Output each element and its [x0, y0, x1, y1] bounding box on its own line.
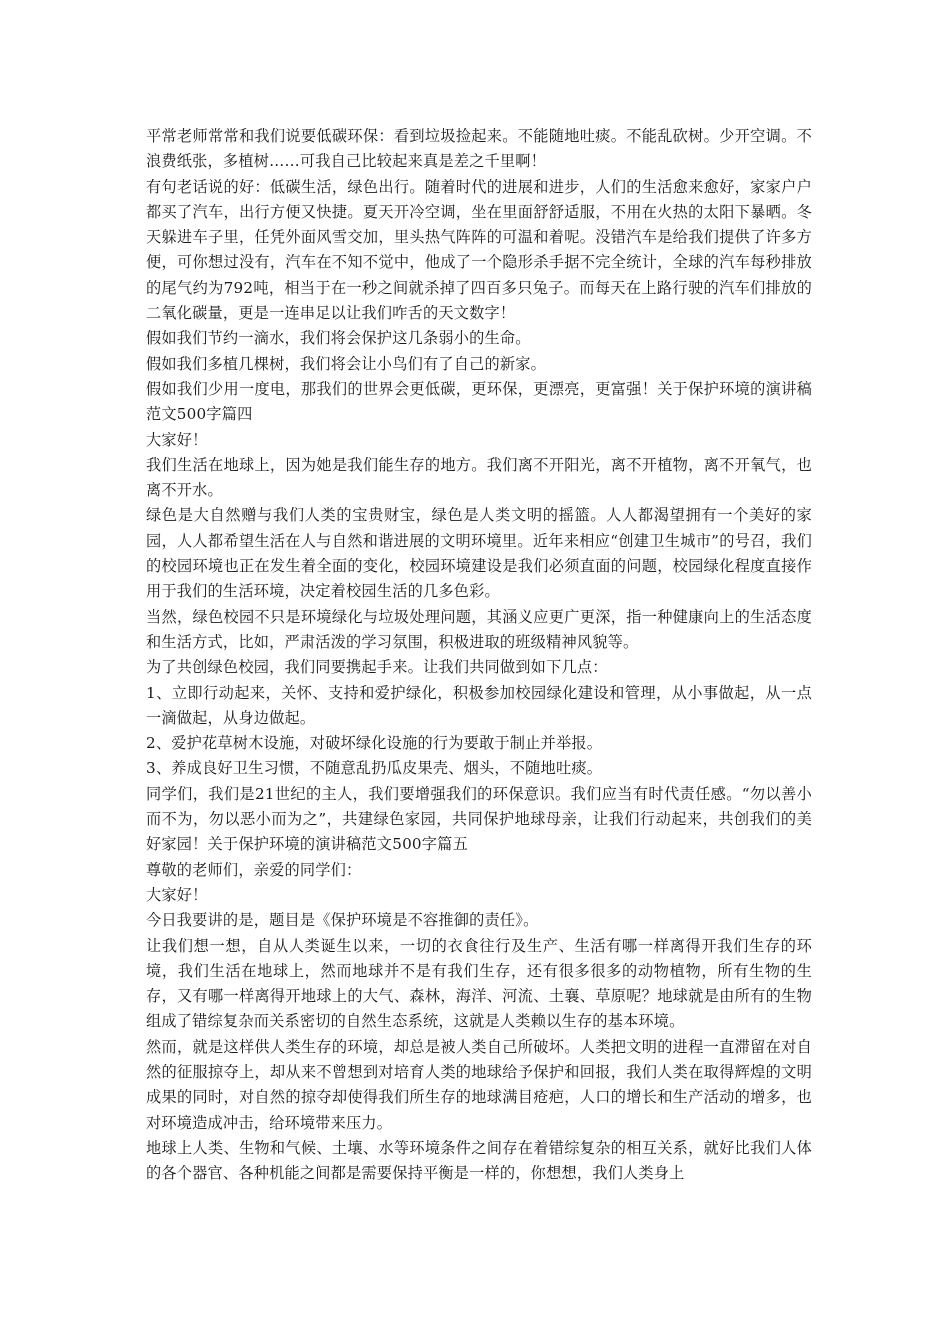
- paragraph-think: 让我们想一想，自从人类诞生以来，一切的衣食往行及生产、生活有哪一样离得开我们生存的环境，我们生活在地球上，然而地球并不是有我们生存，还有很多很多的动物植物，所有生物的生存，又有哪一样离得开地球上的大气、森林，海洋、河流、土襄、草原呢？地球就是由所有的生物组成了错综复杂而关系密切的自然生态系统，这就是人类赖以生存的基本环境。: [146, 936, 812, 1031]
- document-body: [146, 124, 812, 1186]
- paragraph-green-travel: 有句老话说的好：低碳生活，绿色出行。随着时代的进展和进步，人们的生活愈来愈好，家家户户都买了汽车，出行方便又快捷。夏天开冷空调，坐在里面舒舒适服，不用在火热的太阳下暴晒。冬天躲进车子里，任凭外面风雪交加，里头热气阵阵的可温和着呢。没错汽车是给我们提供了许多方便，可你想过没有，汽车在不知不觉中，他成了一个隐形杀手据不完全统计，全球的汽车每秒排放的尾气约为792吨，相当于在一秒之间就杀掉了四百多只兔子。而每天在上路行驶的汽车们排放的二氧化碳量，更是一连串足以让我们咋舌的天文数字！: [146, 177, 812, 323]
- paragraph-join-hands: 为了共创绿色校园，我们同要携起手来。让我们共同做到如下几点：: [146, 658, 608, 677]
- list-item-1: 1、立即行动起来，关怀、支持和爱护绿化，积极参加校园绿化建设和管理，从小事做起，从一点一滴做起，从身边做起。: [146, 683, 812, 727]
- paragraph-green-treasure: 绿色是大自然赠与我们人类的宝贵财宝，绿色是人类文明的摇篮。人人都渴望拥有一个美好的家园，人人都希望生活在人与自然和谐进展的文明环境里。近年来相应“创建卫生城市”的号召，我们的校园环境也正在发生着全面的变化，校园环境建设是我们必须直面的问题，校园绿化程度直接作用于我们的生活环境，决定着校园生活的几多色彩。: [146, 506, 812, 601]
- paragraph-destruction: 然而，就是这样供人类生存的环境，却总是被人类自己所破坏。人类把文明的进程一直滞留在对自然的征服掠夺上，却从来不曾想到对培育人类的地球给予保护和回报，我们人类在取得辉煌的文明成果的同时，对自然的掠夺却使得我们所生存的地球满目疮疤，人口的增长和生产活动的增多，也对环境造成冲击，给环境带来压力。: [146, 1037, 812, 1132]
- list-item-3: 3、养成良好卫生习惯，不随意乱扔瓜皮果壳、烟头，不随地吐痰。: [146, 759, 603, 778]
- paragraph-save-water: 假如我们节约一滴水，我们将会保护这几条弱小的生命。: [146, 329, 531, 348]
- list-item-2: 2、爱护花草树木设施，对破坏绿化设施的行为要敢于制止并举报。: [146, 734, 603, 753]
- paragraph-green-campus: 当然，绿色校园不只是环境绿化与垃圾处理问题，其涵义应更广更深，指一种健康向上的生活态度和生活方式，比如，严肃活泼的学习氛围，积极进取的班级精神风貌等。: [146, 607, 812, 651]
- paragraph-21st-century: 同学们，我们是21世纪的主人，我们要增强我们的环保意识。我们应当有时代责任感。“勿以善小而不为，勿以恶小而为之”，共建绿色家园，共同保护地球母亲，让我们行动起来，共创我们的美好家园！关于保护环境的演讲稿范文500字篇五: [146, 784, 812, 854]
- paragraph-greeting: 大家好！: [146, 430, 208, 449]
- paragraph-topic: 今日我要讲的是，题目是《保护环境是不容推御的责任》。: [146, 911, 539, 930]
- paragraph-balance: 地球上人类、生物和气候、土壤、水等环境条件之间存在着错综复杂的相互关系，就好比我们人体的各个器官、各种机能之间都是需要保持平衡是一样的，你想想，我们人类身上: [146, 1138, 812, 1183]
- paragraph-live-on-earth: 我们生活在地球上，因为她是我们能生存的地方。我们离不开阳光，离不开植物，离不开氧气，也离不开水。: [146, 455, 812, 500]
- paragraph-plant-trees: 假如我们多植几棵树，我们将会让小鸟们有了自己的新家。: [146, 354, 547, 373]
- paragraph-salutation: 尊敬的老师们，亲爱的同学们：: [146, 860, 362, 879]
- paragraph-greeting-2: 大家好！: [146, 885, 208, 904]
- paragraph-low-carbon-teacher: 平常老师常常和我们说要低碳环保：看到垃圾捡起来。不能随地吐痰。不能乱砍树。少开空调。不浪费纸张，多植树……可我自己比较起来真是差之千里啊！: [146, 127, 812, 171]
- paragraph-save-electricity: 假如我们少用一度电，那我们的世界会更低碳，更环保，更漂亮，更富强！关于保护环境的演讲稿范文500字篇四: [146, 379, 812, 424]
